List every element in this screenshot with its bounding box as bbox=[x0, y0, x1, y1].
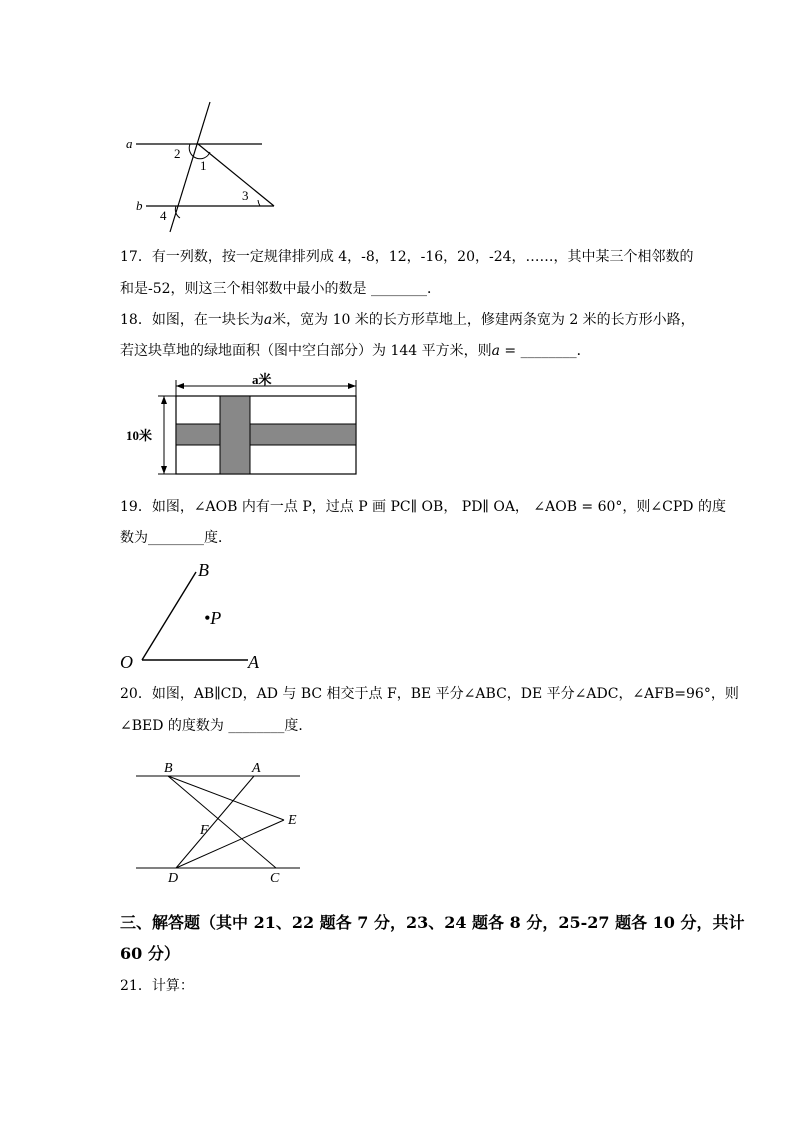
label-E: E bbox=[288, 813, 297, 828]
question-21-line-1: 21．计算： bbox=[120, 978, 194, 994]
angle-label-3: 3 bbox=[242, 188, 249, 203]
label-A: A bbox=[252, 761, 261, 776]
question-18-line-1: 18．如图，在一块长为𝑎米，宽为 10 米的长方形草地上，修建两条宽为 2 米的长方形小路， bbox=[120, 312, 695, 328]
question-20-line-1: 20．如图，AB∥CD，AD 与 BC 相交于点 F，BE 平分∠ABC，DE 平分∠ADC，∠AFB=96°，则 bbox=[120, 686, 739, 702]
path-joint bbox=[221, 425, 250, 445]
question-19-line-2: 数为________度． bbox=[120, 530, 232, 546]
section-3-heading-line-1: 三、解答题（其中 21、22 题各 7 分，23、24 题各 8 分，25-27 题各 10 分，共计 bbox=[120, 913, 745, 932]
top-dimension-label: a米 bbox=[252, 372, 272, 387]
question-18-line-2: 若这块草地的绿地面积（图中空白部分）为 144 平方米，则𝑎 = ________． bbox=[120, 343, 591, 359]
segment-ad bbox=[176, 776, 254, 868]
label-C: C bbox=[270, 871, 280, 886]
lawn-figure bbox=[120, 368, 370, 480]
label-P: •P bbox=[204, 608, 222, 628]
question-17-line-1: 17．有一列数，按一定规律排列成 4，-8，12，-16，20，-24，……，其中某三个相邻数的 bbox=[120, 249, 694, 265]
section-3-heading-line-2: 60 分） bbox=[120, 944, 180, 963]
label-B: B bbox=[164, 761, 173, 776]
label-a: a bbox=[126, 136, 133, 151]
label-b: b bbox=[136, 198, 143, 213]
angle-label-4: 4 bbox=[160, 208, 167, 223]
arrow-up bbox=[161, 396, 167, 404]
arrow-down bbox=[161, 466, 167, 474]
side-dimension-label: 10米 bbox=[126, 428, 153, 443]
question-17-line-2: 和是-52，则这三个相邻数中最小的数是 ________． bbox=[120, 281, 441, 297]
parallel-lines-bed-figure bbox=[130, 756, 310, 886]
arrow-left bbox=[176, 383, 184, 389]
segment-bc bbox=[168, 776, 276, 868]
ray-ob bbox=[142, 572, 196, 660]
angle-label-2: 2 bbox=[174, 146, 181, 161]
label-O: O bbox=[120, 652, 133, 672]
segment-be bbox=[168, 776, 284, 820]
label-A: A bbox=[248, 652, 259, 672]
label-D: D bbox=[168, 871, 179, 886]
question-20-line-2: ∠BED 的度数为 ________度． bbox=[120, 718, 313, 734]
angle-aob-figure bbox=[116, 556, 276, 674]
parallel-lines-figure bbox=[118, 96, 288, 238]
arrow-right bbox=[348, 383, 356, 389]
angle-label-1: 1 bbox=[200, 158, 207, 173]
label-F: F bbox=[200, 823, 209, 838]
question-19-line-1: 19．如图，∠AOB 内有一点 P，过点 P 画 PC∥ OB， PD∥ OA， ∠AOB = 60°，则∠CPD 的度 bbox=[120, 499, 726, 515]
path-horizontal bbox=[176, 424, 356, 445]
angle-arc-3 bbox=[258, 200, 260, 206]
label-B: B bbox=[198, 560, 209, 580]
